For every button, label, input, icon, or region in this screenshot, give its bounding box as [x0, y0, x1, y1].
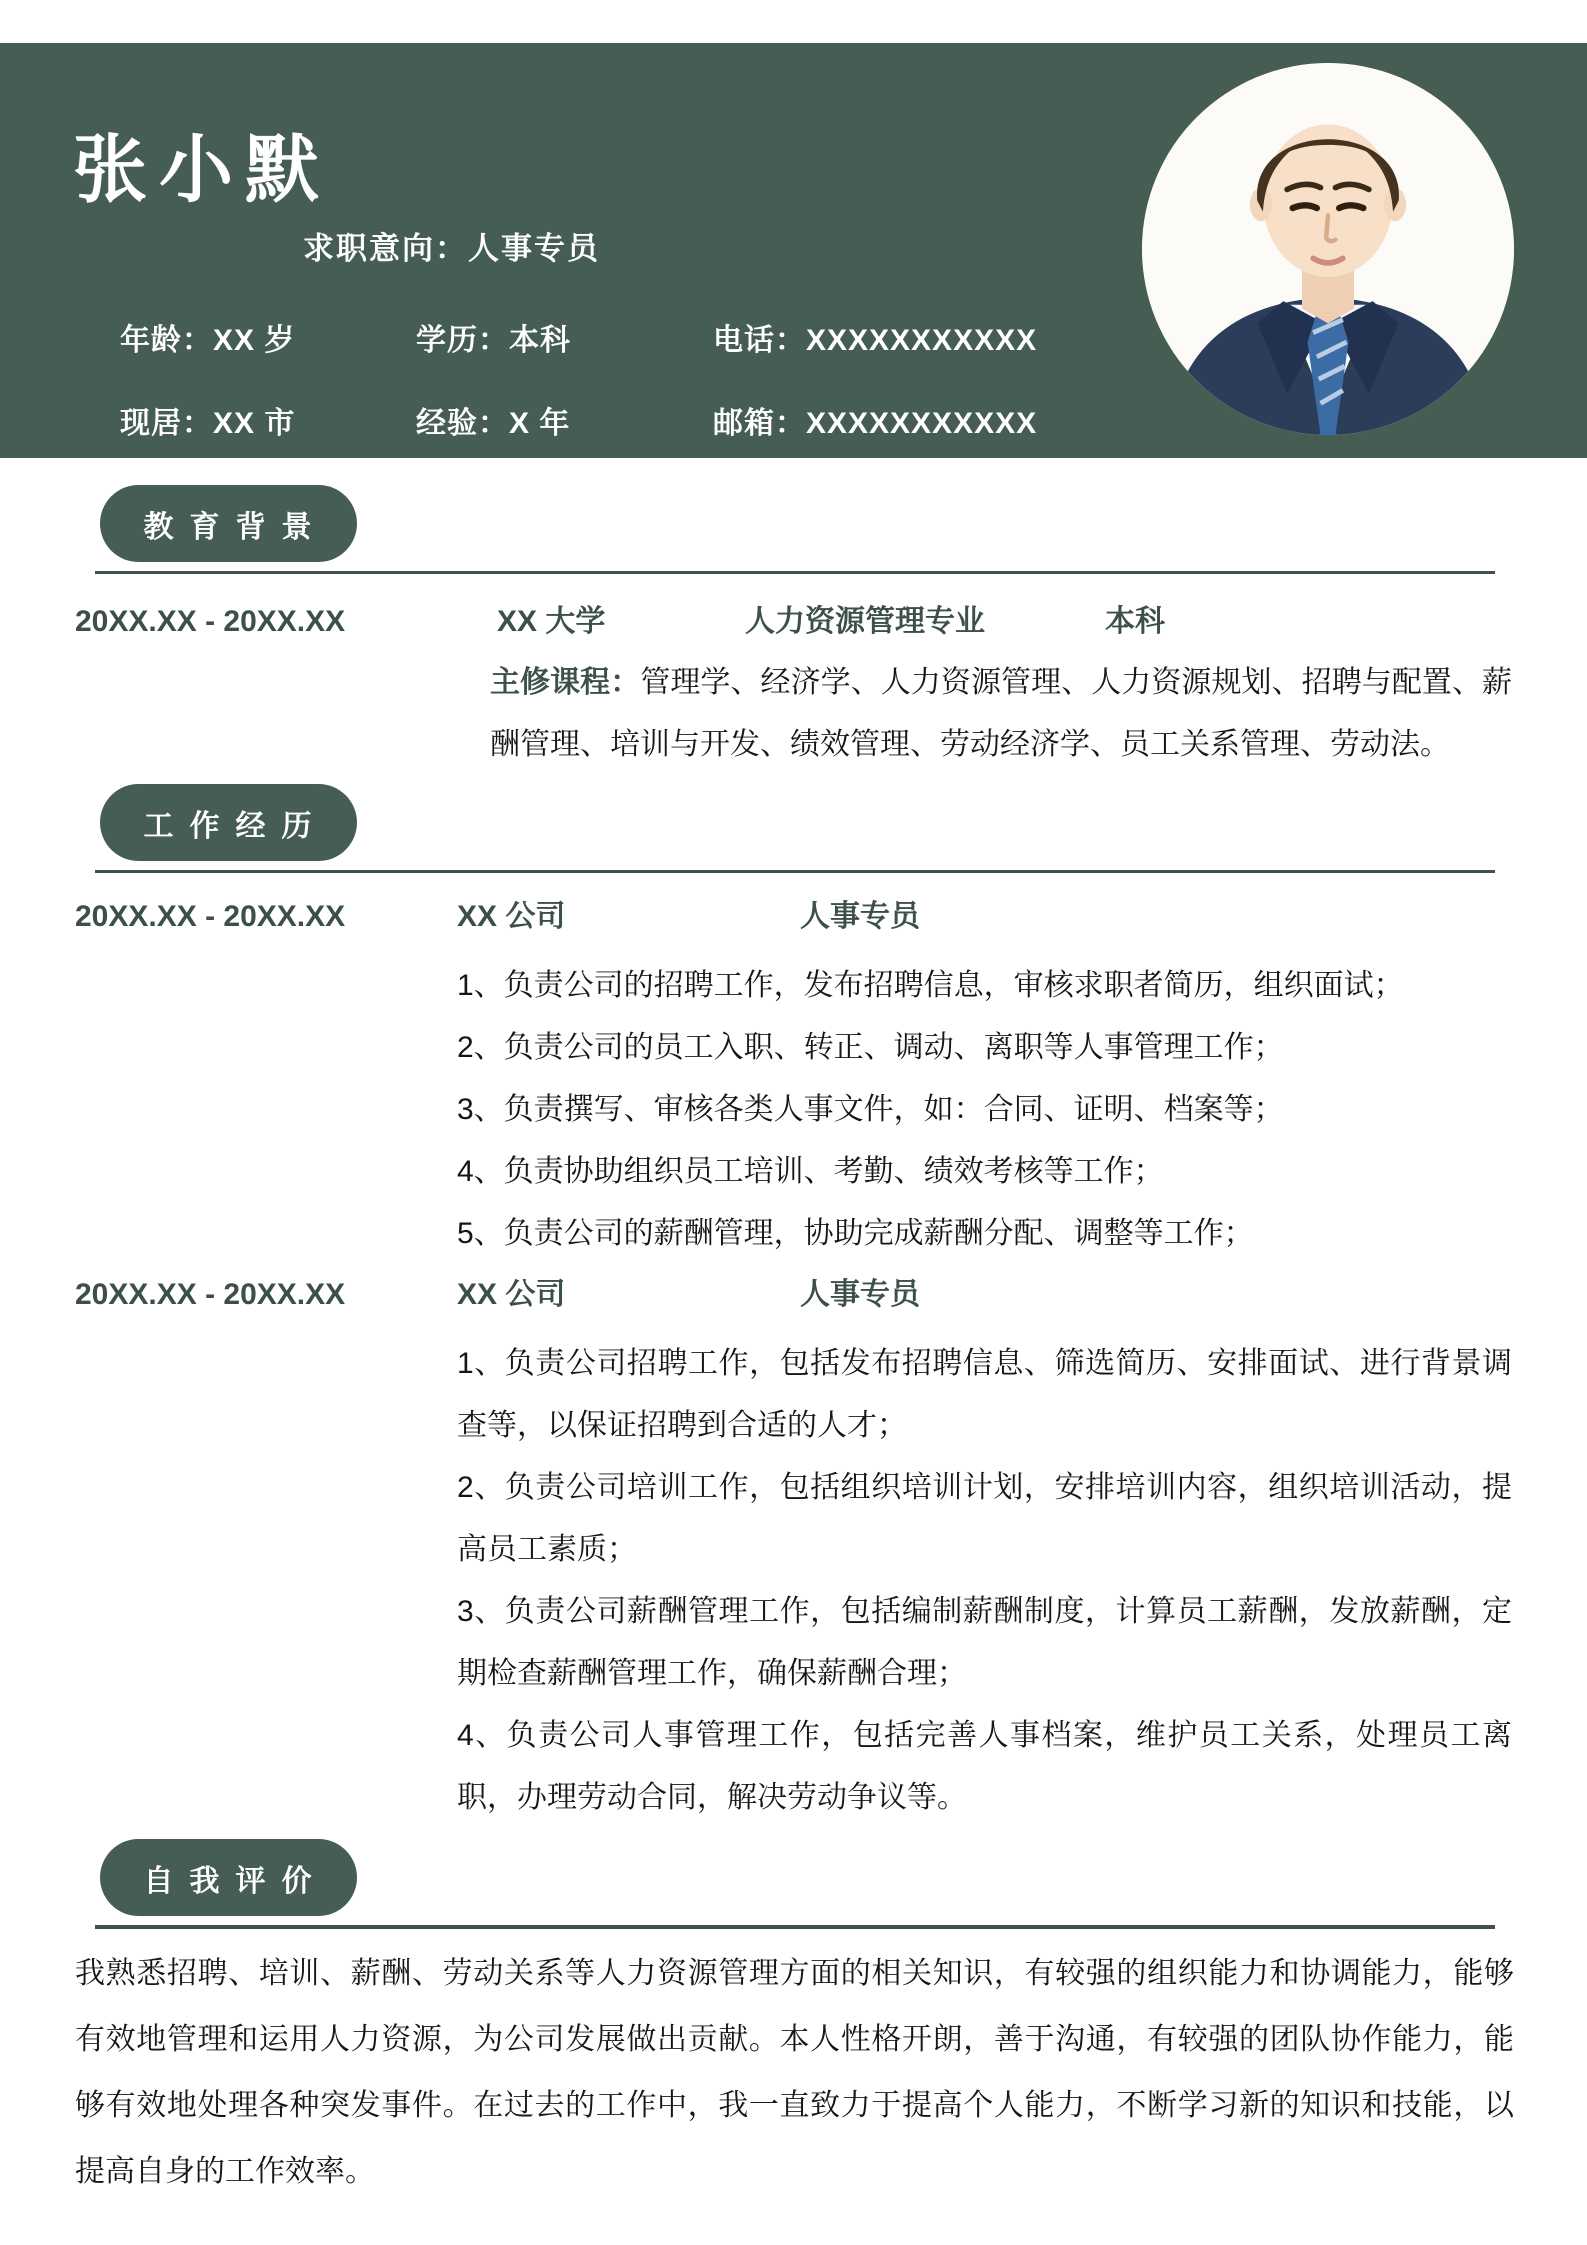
duty-item: 1、负责公司的招聘工作，发布招聘信息，审核求职者简历，组织面试；: [457, 969, 1404, 1002]
job2-title: 人事专员: [800, 1278, 920, 1311]
education-major: 人力资源管理专业: [745, 605, 985, 638]
section-divider: [95, 870, 1495, 873]
info-experience: 经验：X 年: [416, 407, 571, 440]
job2-period: 20XX.XX - 20XX.XX: [75, 1278, 346, 1311]
education-period: 20XX.XX - 20XX.XX: [75, 605, 346, 638]
job2-company: XX 公司: [457, 1278, 566, 1311]
self-evaluation-text: 我熟悉招聘、培训、薪酬、劳动关系等人力资源管理方面的相关知识，有较强的组织能力和协调能力，能够有效地管理和运用人力资源，为公司发展做出贡献。本人性格开朗，善于沟通，有较强的团队协作能力，能够有效地处理各种突发事件。在过去的工作中，我一直致力于提高个人能力，不断学习新的知识和技能，以提高自身的工作效率。: [75, 1957, 1514, 2188]
education-degree: 本科: [1105, 605, 1165, 638]
info-phone: 电话：XXXXXXXXXXX: [713, 324, 1038, 357]
resume-body: [0, 458, 1587, 2205]
duty-item: 3、负责公司薪酬管理工作，包括编制薪酬制度，计算员工薪酬，发放薪酬，定期检查薪酬管理工作，确保薪酬合理；: [457, 1595, 1512, 1690]
duty-item: 5、负责公司的薪酬管理，协助完成薪酬分配、调整等工作；: [457, 1217, 1254, 1250]
education-school: XX 大学: [497, 605, 606, 638]
job2-duties: [457, 1333, 1512, 1829]
profile-photo: [1142, 63, 1514, 435]
section-divider: [95, 1925, 1495, 1929]
job1-company: XX 公司: [457, 900, 566, 933]
duty-item: 4、负责公司人事管理工作，包括完善人事档案，维护员工关系，处理员工离职，办理劳动合同，解决劳动争议等。: [457, 1719, 1512, 1814]
education-entry-header: [75, 604, 1512, 640]
duty-item: 1、负责公司招聘工作，包括发布招聘信息、筛选简历、安排面试、进行背景调查等，以保证招聘到合适的人才；: [457, 1347, 1512, 1442]
portrait-illustration-icon: [1142, 63, 1514, 435]
job1-title: 人事专员: [800, 900, 920, 933]
duty-item: 3、负责撰写、审核各类人事文件，如：合同、证明、档案等；: [457, 1093, 1284, 1126]
info-email: 邮箱：XXXXXXXXXXX: [713, 407, 1038, 440]
duty-item: 4、负责协助组织员工培训、考勤、绩效考核等工作；: [457, 1155, 1164, 1188]
candidate-name: 张小默: [73, 128, 331, 211]
job1-header: [75, 899, 1512, 935]
section-divider: [95, 571, 1495, 574]
section-badge-work: 工作经历: [100, 784, 357, 861]
job2-header: [75, 1277, 1512, 1313]
education-courses: [490, 652, 1512, 776]
contact-info-grid: [120, 324, 1233, 441]
info-education: 学历：本科: [416, 324, 571, 357]
courses-text: 管理学、经济学、人力资源管理、人力资源规划、招聘与配置、薪酬管理、培训与开发、绩效管理、劳动经济学、员工关系管理、劳动法。: [490, 666, 1513, 761]
job1-duties: [457, 955, 1512, 1265]
info-location: 现居：XX 市: [120, 407, 296, 440]
job-intent: 求职意向：人事专员: [303, 231, 600, 266]
duty-item: 2、负责公司的员工入职、转正、调动、离职等人事管理工作；: [457, 1031, 1284, 1064]
section-badge-education: 教育背景: [100, 485, 357, 562]
job1-period: 20XX.XX - 20XX.XX: [75, 900, 346, 933]
resume-header: [0, 43, 1587, 458]
section-badge-evaluation: 自我评价: [100, 1839, 357, 1916]
duty-item: 2、负责公司培训工作，包括组织培训计划，安排培训内容，组织培训活动，提高员工素质；: [457, 1471, 1512, 1566]
courses-label: 主修课程：: [490, 666, 641, 699]
info-age: 年龄：XX 岁: [120, 324, 296, 357]
